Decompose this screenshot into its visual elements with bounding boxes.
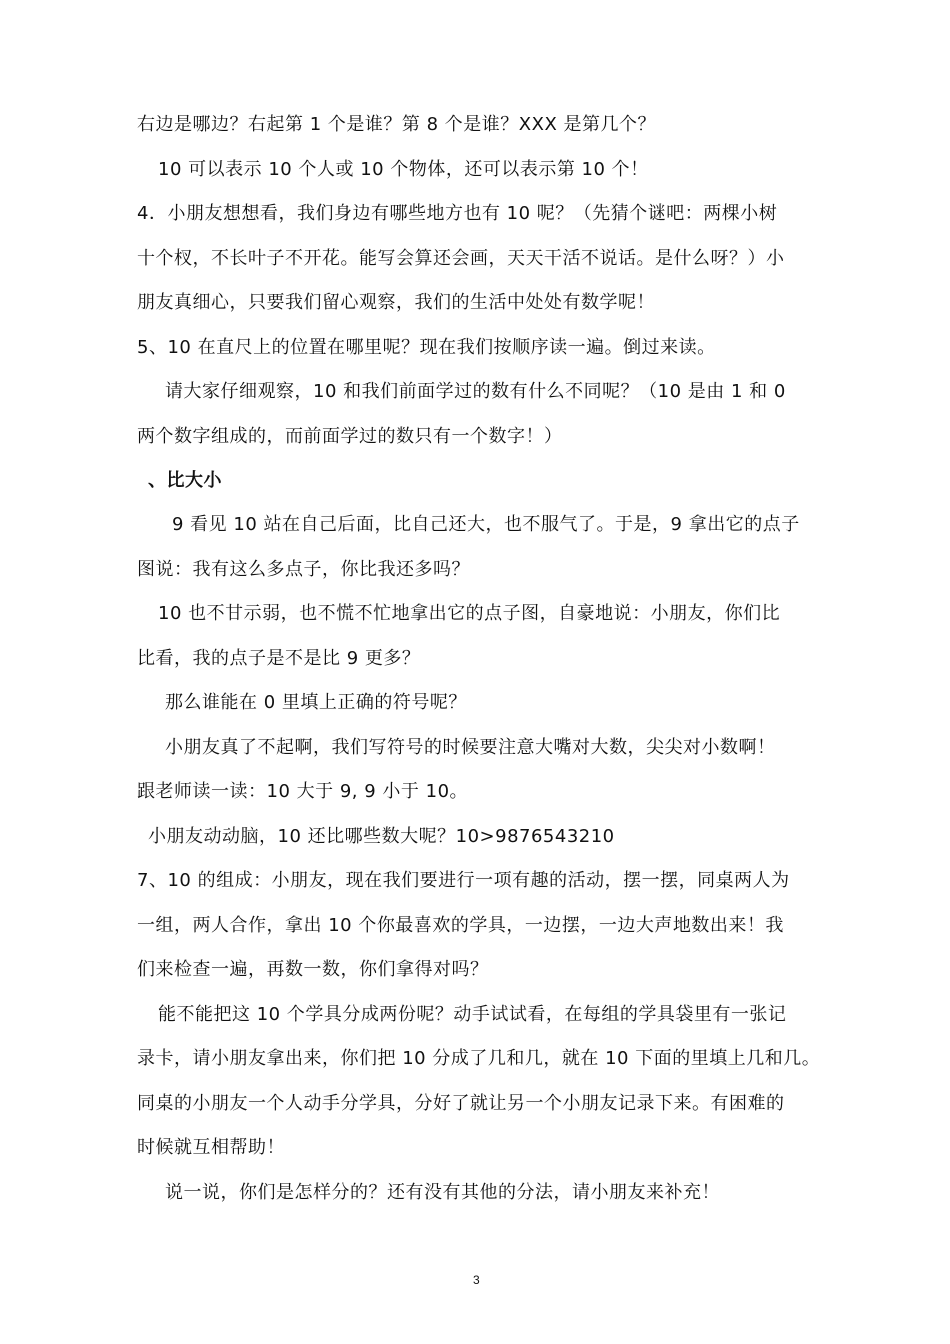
paragraph-line: 10 也不甘示弱，也不慌不忙地拿出它的点子图，自豪地说：小朋友，你们比	[158, 603, 781, 624]
paragraph-line: 小朋友真了不起啊，我们写符号的时候要注意大嘴对大数，尖尖对小数啊！	[165, 737, 776, 758]
paragraph-line: 7、10 的组成：小朋友，现在我们要进行一项有趣的活动，摆一摆，同桌两人为	[137, 870, 790, 891]
paragraph-line: 录卡，请小朋友拿出来，你们把 10 分成了几和几，就在 10 下面的里填上几和几。	[137, 1048, 821, 1069]
paragraph-line: 跟老师读一读：10 大于 9, 9 小于 10。	[137, 781, 469, 802]
paragraph-line: 们来检查一遍，再数一数，你们拿得对吗？	[137, 959, 489, 980]
paragraph-line: 朋友真细心，只要我们留心观察，我们的生活中处处有数学呢！	[137, 292, 655, 313]
paragraph-line: 同桌的小朋友一个人动手分学具，分好了就让另一个小朋友记录下来。有困难的	[137, 1093, 785, 1114]
paragraph-line: 请大家仔细观察，10 和我们前面学过的数有什么不同呢？（10 是由 1 和 0	[165, 381, 786, 402]
paragraph-line: 两个数字组成的，而前面学过的数只有一个数字！）	[137, 426, 563, 447]
paragraph-line: 说一说，你们是怎样分的？还有没有其他的分法，请小朋友来补充！	[165, 1182, 720, 1203]
section-heading: 、比大小	[148, 470, 222, 491]
paragraph-line: 10 可以表示 10 个人或 10 个物体，还可以表示第 10 个！	[158, 159, 649, 180]
paragraph-line: 比看，我的点子是不是比 9 更多？	[137, 648, 421, 669]
paragraph-line: 5、10 在直尺上的位置在哪里呢？现在我们按顺序读一遍。倒过来读。	[137, 337, 716, 358]
paragraph-line: 4．小朋友想想看，我们身边有哪些地方也有 10 呢？（先猜个谜吧：两棵小树	[137, 203, 778, 224]
page-number: 3	[473, 1273, 480, 1287]
paragraph-line: 能不能把这 10 个学具分成两份呢？动手试试看，在每组的学具袋里有一张记	[158, 1004, 787, 1025]
paragraph-line: 小朋友动动脑，10 还比哪些数大呢？10>9876543210	[148, 826, 615, 847]
paragraph-line: 那么谁能在 0 里填上正确的符号呢？	[165, 692, 467, 713]
paragraph-line: 右边是哪边？右起第 1 个是谁？第 8 个是谁？XXX 是第几个？	[137, 114, 657, 135]
paragraph-line: 9 看见 10 站在自己后面，比自己还大，也不服气了。于是，9 拿出它的点子	[172, 514, 800, 535]
paragraph-line: 十个杈，不长叶子不开花。能写会算还会画，天天干活不说话。是什么呀？）小	[137, 248, 785, 269]
paragraph-line: 一组，两人合作，拿出 10 个你最喜欢的学具，一边摆，一边大声地数出来！我	[137, 915, 784, 936]
paragraph-line: 时候就互相帮助！	[137, 1137, 285, 1158]
paragraph-line: 图说：我有这么多点子，你比我还多吗？	[137, 559, 470, 580]
